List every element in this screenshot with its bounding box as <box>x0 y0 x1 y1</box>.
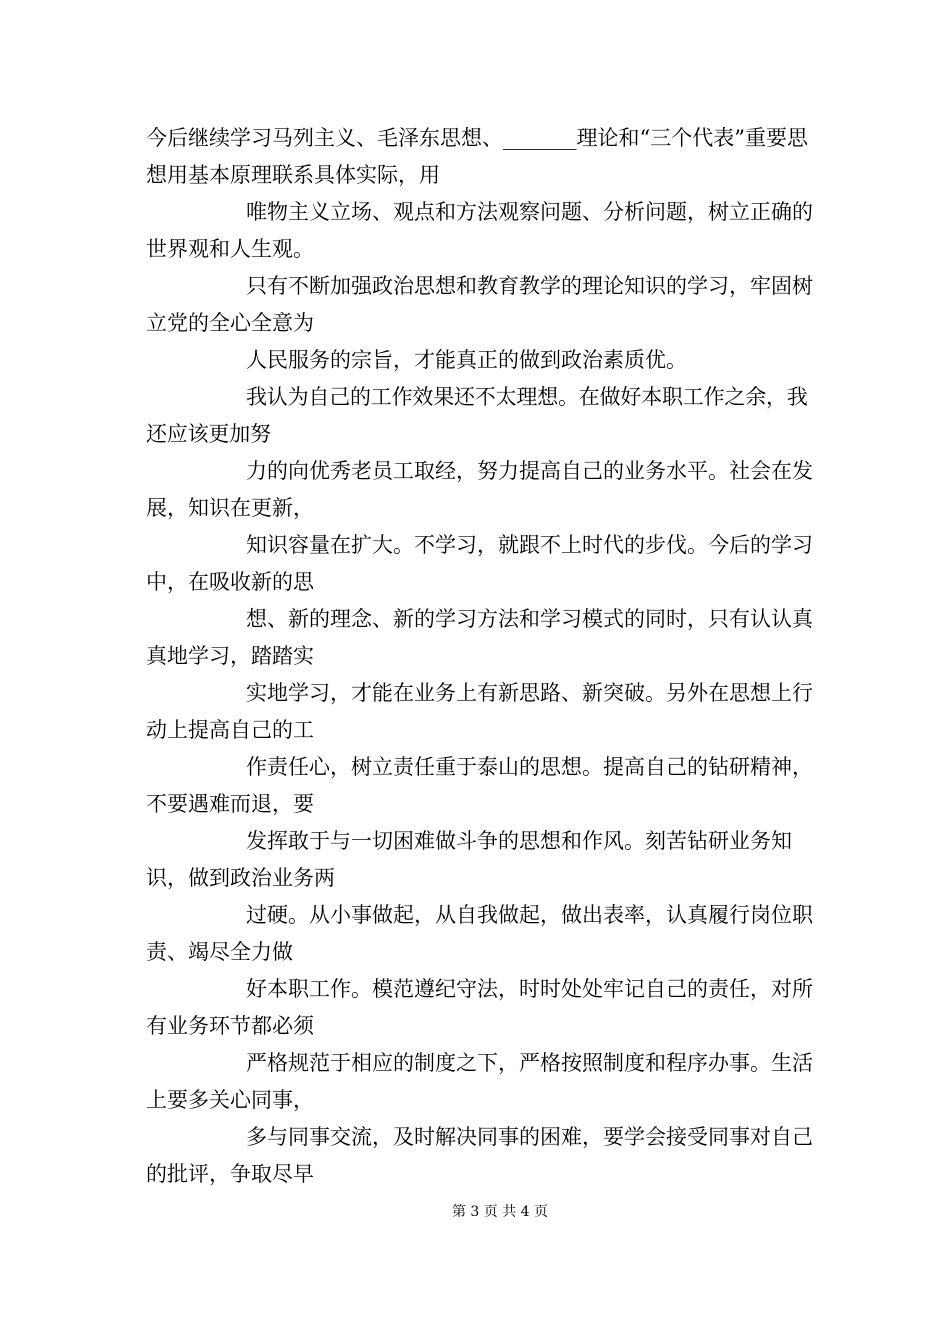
paragraph: 力的向优秀老员工取经，努力提高自己的业务水平。社会在发展，知识在更新， <box>146 459 813 520</box>
paragraph: 知识容量在扩大。不学习，就跟不上时代的步伐。今后的学习中，在吸收新的思 <box>146 533 813 594</box>
paragraph: 好本职工作。模范遵纪守法，时时处处牢记自己的责任，对所有业务环节都必须 <box>146 977 813 1038</box>
paragraph: 人民服务的宗旨，才能真正的做到政治素质优。 <box>246 348 687 372</box>
paragraph: 今后继续学习马列主义、毛泽东思想、_______理论和“三个代表”重要思想用基本原理联系具体实际，用 <box>146 126 808 187</box>
paragraph: 我认为自己的工作效果还不太理想。在做好本职工作之余，我还应该更加努 <box>146 385 808 446</box>
paragraph: 严格规范于相应的制度之下，严格按照制度和程序办事。生活上要多关心同事， <box>146 1051 813 1112</box>
paragraph: 只有不断加强政治思想和教育教学的理论知识的学习，牢固树立党的全心全意为 <box>146 274 813 335</box>
paragraph: 想、新的理念、新的学习方法和学习模式的同时，只有认认真真地学习，踏踏实 <box>146 607 813 668</box>
paragraph: 作责任心，树立责任重于泰山的思想。提高自己的钻研精神，不要遇难而退，要 <box>146 755 813 816</box>
paragraph: 实地学习，才能在业务上有新思路、新突破。另外在思想上行动上提高自己的工 <box>146 681 813 742</box>
body-text <box>146 120 826 1193</box>
paragraph: 多与同事交流，及时解决同事的困难，要学会接受同事对自己的批评，争取尽早 <box>146 1125 813 1186</box>
paragraph: 发挥敢于与一切困难做斗争的思想和作风。刻苦钻研业务知识，做到政治业务两 <box>146 829 792 890</box>
paragraph: 唯物主义立场、观点和方法观察问题、分析问题，树立正确的世界观和人生观。 <box>146 200 813 261</box>
page-number-footer: 第 3 页 共 4 页 <box>451 1204 549 1220</box>
paragraph: 过硬。从小事做起，从自我做起，做出表率，认真履行岗位职责、竭尽全力做 <box>146 903 813 964</box>
